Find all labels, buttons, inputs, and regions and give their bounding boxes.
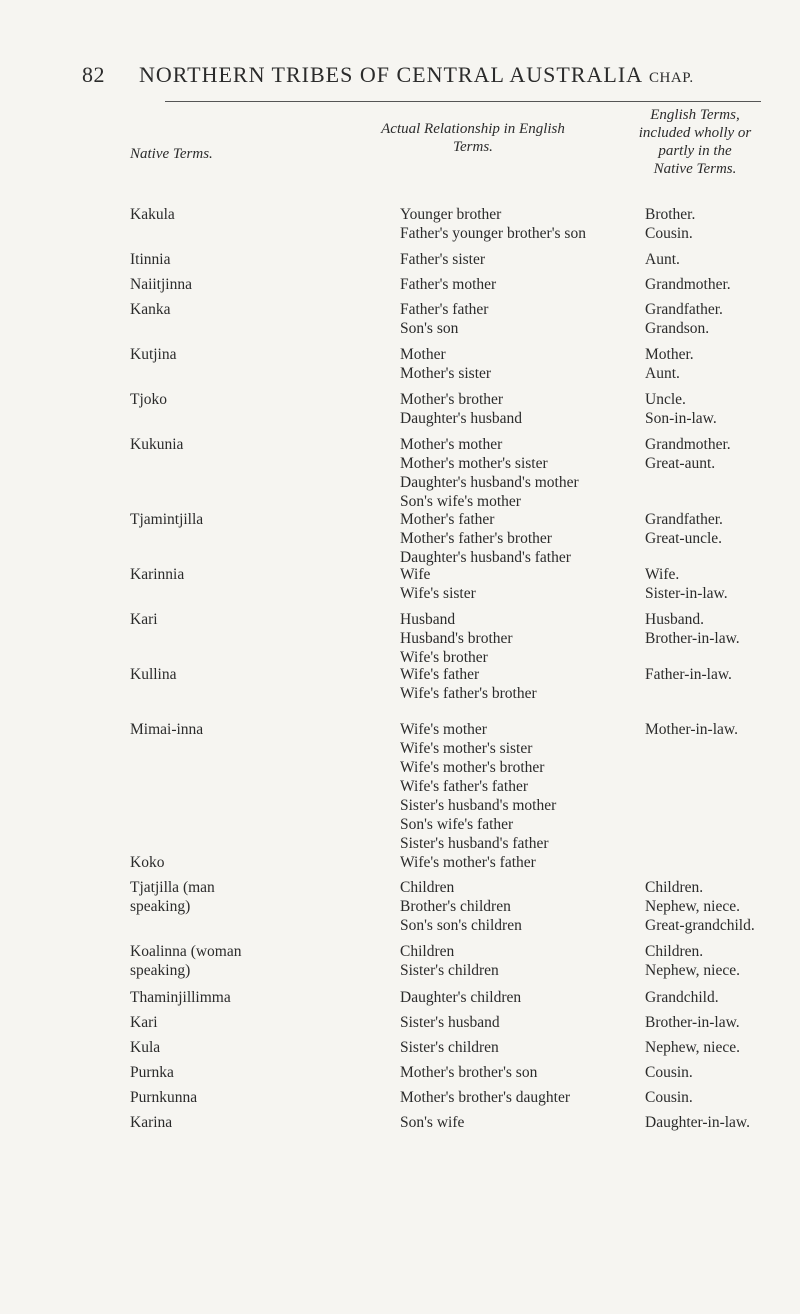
- cell-line: Sister's husband: [400, 1014, 500, 1031]
- cell-english: [645, 390, 795, 428]
- cell-english: [645, 300, 795, 338]
- cell-actual: [400, 300, 620, 338]
- cell-actual: [400, 720, 620, 853]
- cell-native: [130, 1113, 330, 1132]
- column-header-line: Terms.: [453, 139, 493, 155]
- cell-english: [645, 988, 795, 1007]
- cell-native: [130, 610, 330, 629]
- cell-english: [645, 435, 795, 473]
- cell-line: Mimai-inna: [130, 721, 204, 738]
- cell-line: Purnkunna: [130, 1089, 198, 1106]
- cell-line: Son's wife's father: [400, 816, 514, 833]
- cell-line: Daughter-in-law.: [645, 1114, 750, 1131]
- cell-line: Children: [400, 879, 455, 896]
- cell-line: Husband's brother: [400, 630, 513, 647]
- cell-line: Mother's mother's sister: [400, 455, 548, 472]
- cell-line: Nephew, niece.: [645, 898, 740, 915]
- cell-actual: [400, 942, 620, 980]
- cell-line: speaking): [130, 898, 191, 915]
- cell-english: [645, 205, 795, 243]
- cell-english: [645, 1038, 795, 1057]
- cell-line: Mother's brother: [400, 391, 504, 408]
- cell-english: [645, 720, 795, 739]
- chapter-abbrev: CHAP.: [649, 70, 694, 86]
- cell-line: Tjamintjilla: [130, 511, 204, 528]
- cell-native: [130, 510, 330, 529]
- cell-actual: [400, 1038, 620, 1057]
- cell-native: [130, 1063, 330, 1082]
- cell-line: Children.: [645, 943, 704, 960]
- cell-line: Tjoko: [130, 391, 168, 408]
- cell-line: Aunt.: [645, 365, 680, 382]
- cell-line: Grandmother.: [645, 276, 731, 293]
- cell-line: Son-in-law.: [645, 410, 717, 427]
- cell-actual: [400, 988, 620, 1007]
- cell-line: Grandfather.: [645, 511, 723, 528]
- cell-line: Sister's husband's mother: [400, 797, 557, 814]
- cell-actual: [400, 390, 620, 428]
- cell-native: [130, 300, 330, 319]
- cell-native: [130, 665, 330, 684]
- cell-line: Wife's father: [400, 666, 480, 683]
- cell-line: Great-uncle.: [645, 530, 723, 547]
- cell-line: Tjatjilla (man: [130, 879, 215, 896]
- column-header-english-terms: [615, 106, 775, 178]
- cell-line: Kakula: [130, 206, 175, 223]
- cell-line: Kukunia: [130, 436, 184, 453]
- cell-line: Uncle.: [645, 391, 686, 408]
- cell-english: [645, 610, 795, 648]
- cell-line: Mother-in-law.: [645, 721, 738, 738]
- column-header-line: Native Terms.: [653, 161, 737, 177]
- column-header-line: English Terms,: [650, 107, 740, 123]
- cell-line: Wife's mother's father: [400, 854, 536, 871]
- cell-line: Koalinna (woman: [130, 943, 242, 960]
- cell-actual: [400, 435, 620, 511]
- cell-actual: [400, 565, 620, 603]
- cell-line: Thaminjillimma: [130, 989, 231, 1006]
- cell-line: Son's wife: [400, 1114, 465, 1131]
- cell-actual: [400, 1063, 620, 1082]
- cell-actual: [400, 275, 620, 294]
- cell-line: Nephew, niece.: [645, 1039, 740, 1056]
- cell-line: Wife's father's brother: [400, 685, 537, 702]
- cell-line: Itinnia: [130, 251, 171, 268]
- cell-native: [130, 720, 330, 739]
- cell-line: Koko: [130, 854, 165, 871]
- cell-line: Wife's mother: [400, 721, 487, 738]
- header-rule: [165, 101, 761, 102]
- cell-english: [645, 510, 795, 548]
- cell-line: Sister's children: [400, 1039, 499, 1056]
- cell-native: [130, 853, 330, 872]
- cell-line: Nephew, niece.: [645, 962, 740, 979]
- cell-english: [645, 878, 795, 935]
- cell-native: [130, 435, 330, 454]
- running-title: [139, 62, 694, 88]
- cell-english: [645, 345, 795, 383]
- cell-line: Father's mother: [400, 276, 497, 293]
- cell-actual: [400, 1013, 620, 1032]
- cell-line: Karinnia: [130, 566, 185, 583]
- cell-line: Great-grandchild.: [645, 917, 755, 934]
- cell-line: Brother's children: [400, 898, 511, 915]
- cell-line: Father's father: [400, 301, 489, 318]
- cell-line: Brother.: [645, 206, 696, 223]
- cell-line: Daughter's husband's father: [400, 549, 571, 566]
- cell-native: [130, 942, 330, 980]
- cell-line: Daughter's husband: [400, 410, 523, 427]
- cell-line: Mother's mother: [400, 436, 503, 453]
- cell-line: Father-in-law.: [645, 666, 732, 683]
- cell-native: [130, 250, 330, 269]
- cell-actual: [400, 665, 620, 703]
- cell-line: Mother's father: [400, 511, 495, 528]
- cell-line: Kanka: [130, 301, 171, 318]
- cell-line: Kari: [130, 611, 158, 628]
- cell-line: Wife's father's father: [400, 778, 529, 795]
- cell-line: speaking): [130, 962, 191, 979]
- cell-native: [130, 205, 330, 224]
- cell-native: [130, 878, 330, 916]
- cell-line: Naiitjinna: [130, 276, 192, 293]
- cell-actual: [400, 205, 620, 243]
- cell-line: Great-aunt.: [645, 455, 716, 472]
- cell-line: Grandchild.: [645, 989, 719, 1006]
- column-header-line: partly in the: [658, 143, 732, 159]
- cell-actual: [400, 853, 620, 872]
- cell-line: Mother's brother's son: [400, 1064, 538, 1081]
- cell-line: Children: [400, 943, 455, 960]
- cell-english: [645, 1013, 795, 1032]
- column-header-line: Actual Relationship in English: [381, 121, 565, 137]
- cell-line: Daughter's husband's mother: [400, 474, 579, 491]
- cell-line: Mother's sister: [400, 365, 492, 382]
- cell-line: Purnka: [130, 1064, 174, 1081]
- cell-line: Husband: [400, 611, 456, 628]
- cell-native: [130, 988, 330, 1007]
- cell-actual: [400, 345, 620, 383]
- running-head: [0, 62, 800, 102]
- cell-line: Mother: [400, 346, 446, 363]
- cell-line: Kutjina: [130, 346, 177, 363]
- cell-native: [130, 390, 330, 409]
- cell-native: [130, 1013, 330, 1032]
- cell-line: Son's son: [400, 320, 459, 337]
- cell-english: [645, 665, 795, 684]
- cell-actual: [400, 610, 620, 667]
- cell-line: Husband.: [645, 611, 704, 628]
- cell-line: Kula: [130, 1039, 161, 1056]
- cell-line: Sister-in-law.: [645, 585, 728, 602]
- cell-line: Children.: [645, 879, 704, 896]
- cell-english: [645, 275, 795, 294]
- cell-native: [130, 275, 330, 294]
- cell-english: [645, 1063, 795, 1082]
- cell-actual: [400, 510, 620, 567]
- cell-actual: [400, 878, 620, 935]
- cell-line: Wife's mother's brother: [400, 759, 545, 776]
- cell-actual: [400, 1088, 620, 1107]
- cell-line: Wife's sister: [400, 585, 476, 602]
- cell-line: Son's son's children: [400, 917, 522, 934]
- cell-english: [645, 1113, 795, 1132]
- column-header-line: included wholly or: [638, 125, 752, 141]
- cell-english: [645, 565, 795, 603]
- cell-line: Cousin.: [645, 1064, 693, 1081]
- cell-line: Wife.: [645, 566, 680, 583]
- cell-line: Mother's brother's daughter: [400, 1089, 571, 1106]
- cell-line: Mother.: [645, 346, 694, 363]
- cell-line: Aunt.: [645, 251, 680, 268]
- cell-native: [130, 345, 330, 364]
- cell-line: Sister's children: [400, 962, 499, 979]
- cell-line: Karina: [130, 1114, 173, 1131]
- cell-line: Wife: [400, 566, 431, 583]
- cell-line: Wife's mother's sister: [400, 740, 533, 757]
- cell-line: Brother-in-law.: [645, 1014, 740, 1031]
- cell-line: Kari: [130, 1014, 158, 1031]
- column-header-actual-relationship: [333, 120, 613, 156]
- cell-native: [130, 1088, 330, 1107]
- running-title-text: NORTHERN TRIBES OF CENTRAL AUSTRALIA: [139, 62, 644, 87]
- cell-actual: [400, 1113, 620, 1132]
- cell-line: Father's sister: [400, 251, 486, 268]
- cell-line: Grandfather.: [645, 301, 723, 318]
- cell-line: Wife's brother: [400, 649, 488, 666]
- cell-line: Cousin.: [645, 1089, 693, 1106]
- cell-line: Cousin.: [645, 225, 693, 242]
- column-header-native-terms: [130, 145, 270, 163]
- cell-line: Son's wife's mother: [400, 493, 521, 510]
- cell-line: Mother's father's brother: [400, 530, 552, 547]
- cell-actual: [400, 250, 620, 269]
- cell-native: [130, 565, 330, 584]
- cell-line: Sister's husband's father: [400, 835, 549, 852]
- cell-line: Grandson.: [645, 320, 710, 337]
- cell-english: [645, 942, 795, 980]
- cell-native: [130, 1038, 330, 1057]
- cell-english: [645, 250, 795, 269]
- cell-line: Younger brother: [400, 206, 502, 223]
- column-header-line: Native Terms.: [130, 146, 213, 162]
- cell-english: [645, 1088, 795, 1107]
- cell-line: Brother-in-law.: [645, 630, 740, 647]
- page-number: 82: [82, 62, 105, 87]
- cell-line: Father's younger brother's son: [400, 225, 586, 242]
- cell-line: Daughter's children: [400, 989, 522, 1006]
- cell-line: Kullina: [130, 666, 177, 683]
- cell-line: Grandmother.: [645, 436, 731, 453]
